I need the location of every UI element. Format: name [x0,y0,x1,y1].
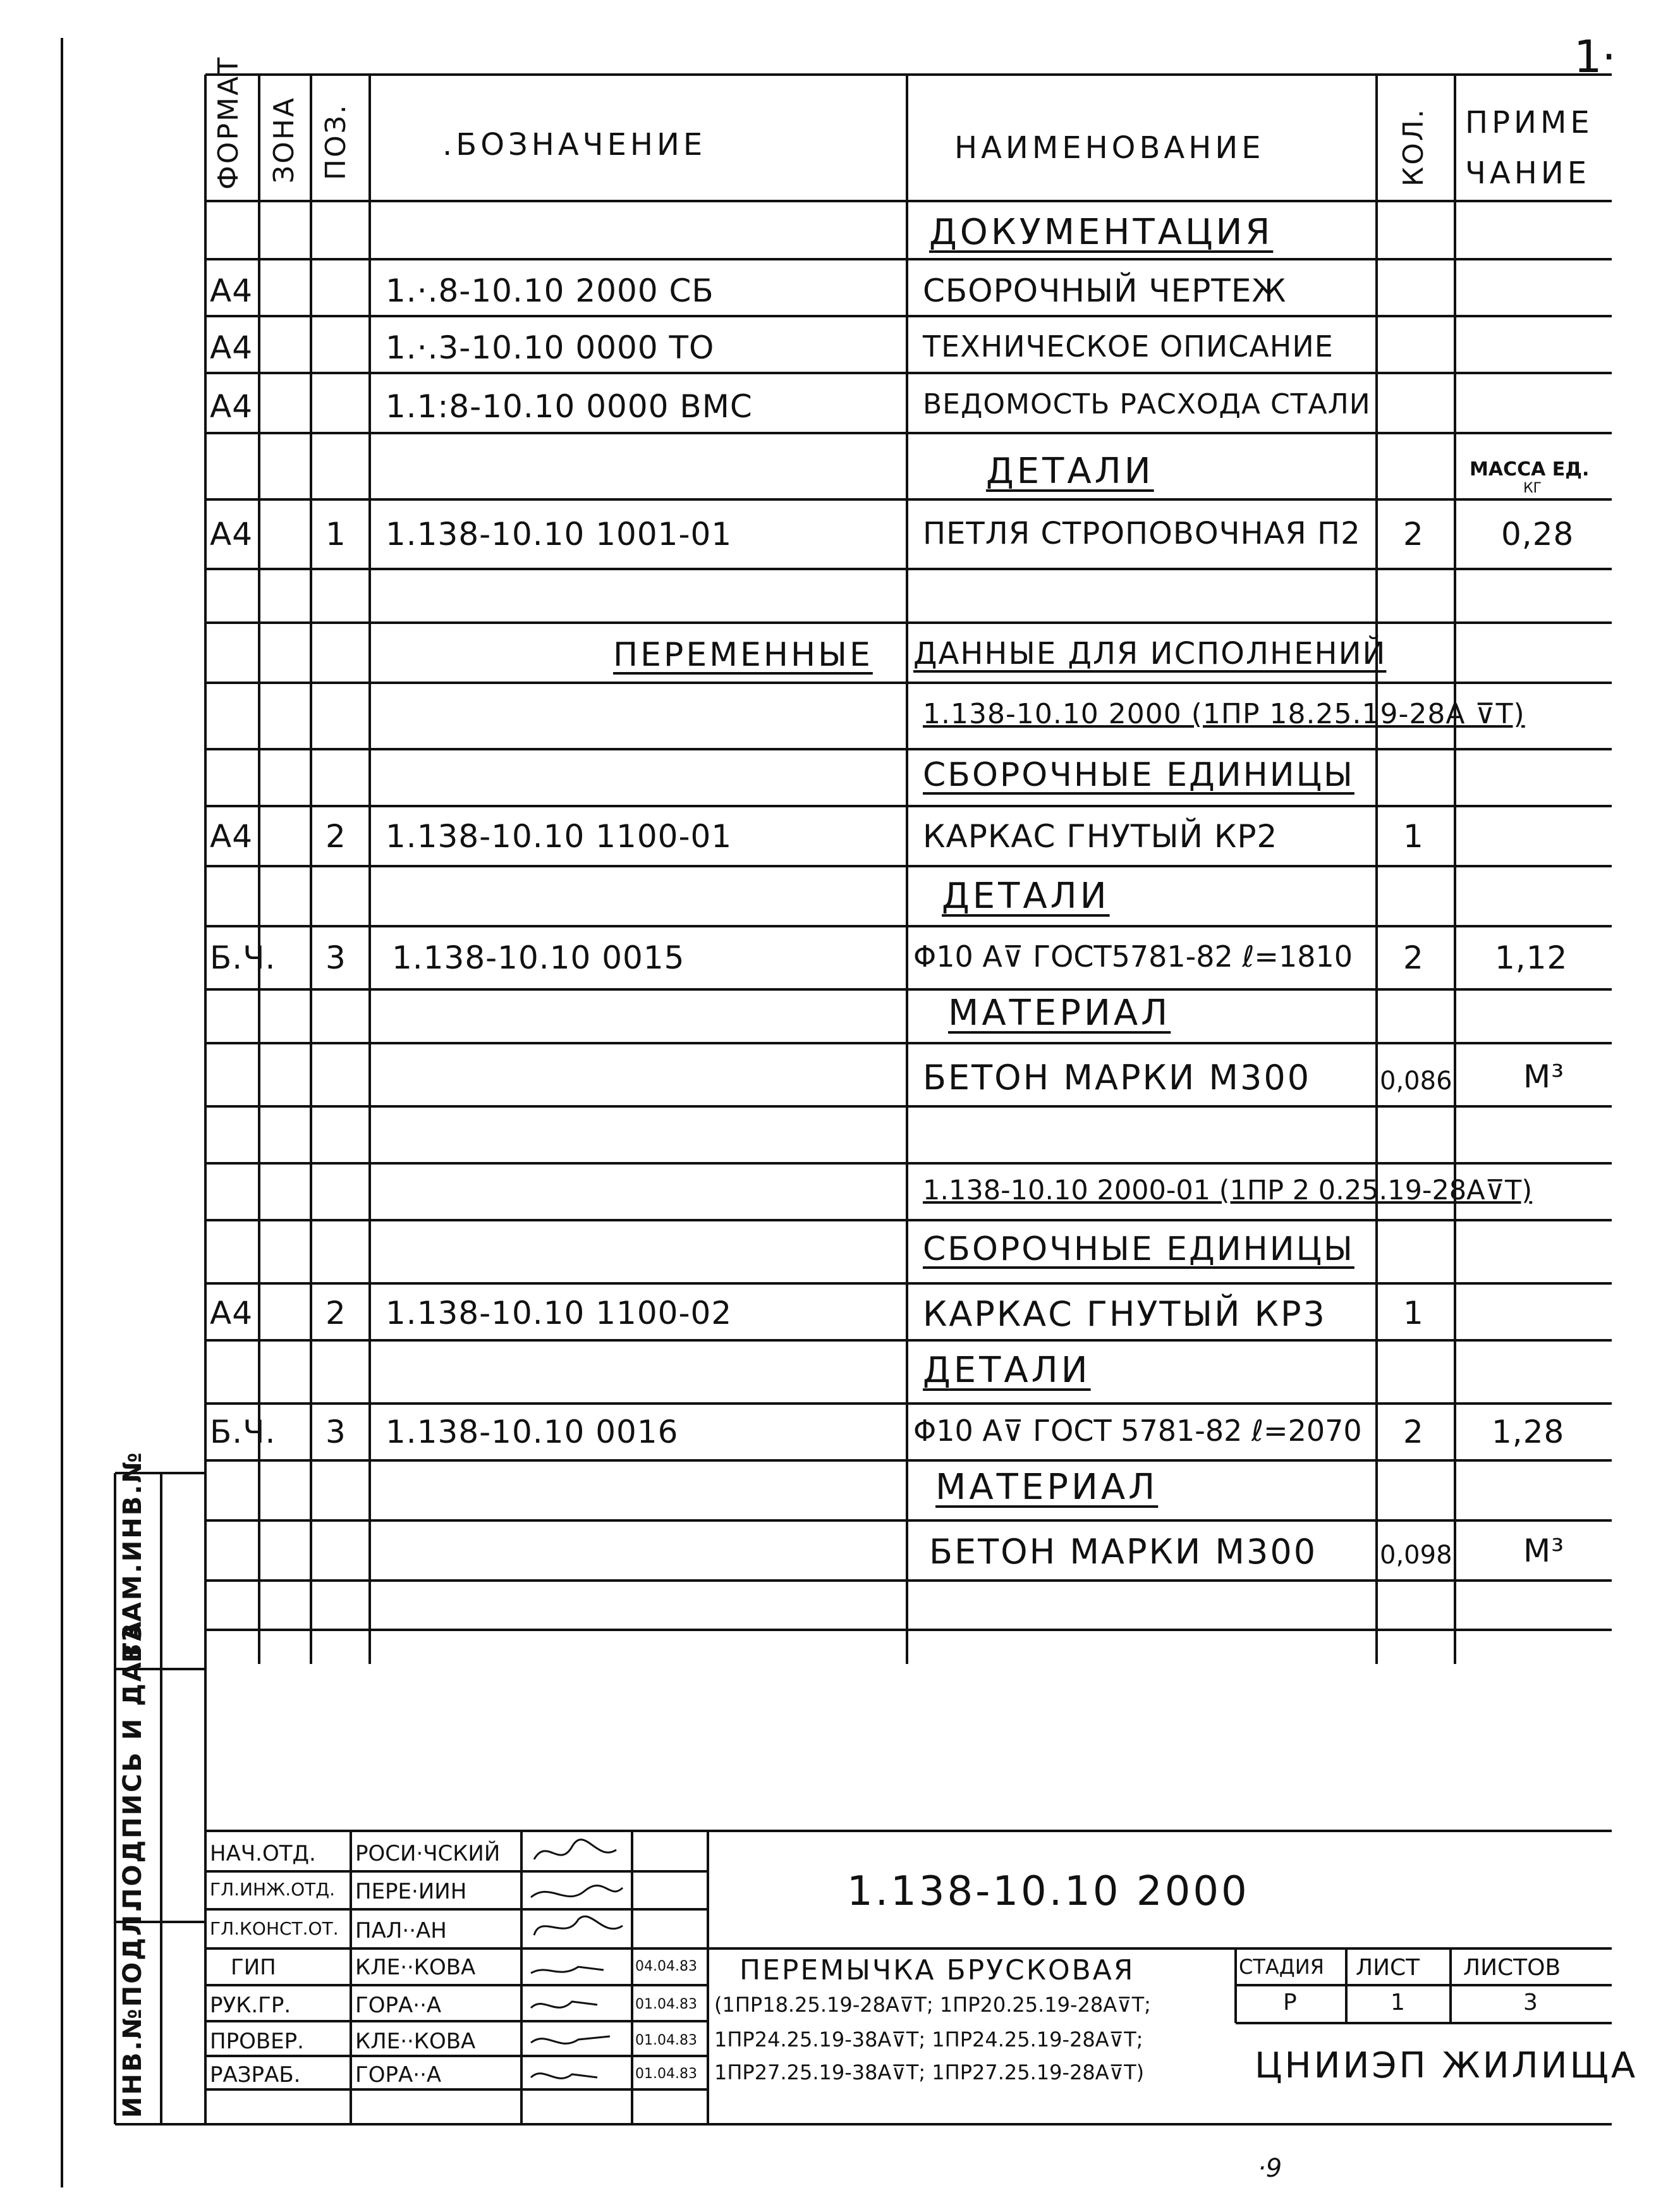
name-5: ГОРА··А [355,1993,442,2018]
product-title: ПЕРЕМЫЧКА БРУСКОВАЯ [740,1954,1135,1986]
row19-pos: 2 [326,1295,346,1331]
signature-date-label: ПОДПИСЬ И ДАТА [118,1619,147,1909]
signatures-column [521,1831,632,2124]
name-7: ГОРА··А [355,2062,442,2088]
row6-note: 0,28 [1501,516,1574,553]
header-qty: КОЛ. [1397,107,1430,187]
row11-pos: 2 [326,818,346,855]
row23-note: М³ [1523,1532,1565,1569]
section-material-1: МАТЕРИАЛ [948,993,1171,1034]
row13-qty: 2 [1403,939,1424,976]
replaced-inv-label: ВЗАМ.ИНВ.№ [118,1450,147,1663]
corner-page-mark: 1· [1574,31,1616,83]
row23-qty: 0,098 [1380,1541,1452,1570]
stage-label: СТАДИЯ [1239,1955,1324,1979]
sheet-value: 1 [1391,1990,1405,2015]
row21-pos: 3 [326,1414,346,1450]
sheets-label: ЛИСТОВ [1463,1955,1561,1981]
row15-name: БЕТОН МАРКИ М300 [923,1058,1312,1098]
signature-5 [531,2002,597,2008]
organization-name: ЦНИИЭП ЖИЛИЩА [1255,2045,1638,2086]
signature-1 [534,1840,616,1859]
date-6: 01.04.83 [635,2033,697,2048]
signature-6 [531,2036,610,2043]
section-details-2: ДЕТАЛИ [942,876,1110,917]
role-3: ГЛ.КОНСТ.ОТ. [210,1918,339,1939]
row19-name: КАРКАС ГНУТЫЙ КР3 [923,1294,1327,1334]
row21-name: Φ10 А⊽ ГОСТ 5781-82 ℓ=2070 [913,1414,1362,1448]
row15-note: М³ [1523,1058,1565,1095]
header-format: ФОРМАТ [212,56,245,190]
row13-pos: 3 [326,939,346,976]
row21-note: 1,28 [1492,1414,1565,1450]
header-name: НАИМЕНОВАНИЕ [954,130,1265,166]
section-material-2: МАТЕРИАЛ [935,1467,1159,1508]
footer-mark: ·9 [1258,2154,1282,2183]
role-4: ГИП [231,1955,276,1980]
row13-format: Б.Ч. [210,939,276,976]
name-2: ПЕРЕ·ИИН [355,1879,467,1904]
date-4: 04.04.83 [635,1959,697,1974]
row19-format: А4 [210,1295,253,1331]
product-variants-3: 1ПР27.25.19-38А⊽Т; 1ПР27.25.19-28А⊽Т) [714,2060,1145,2084]
variant-1-designation: 1.138-10.10 2000 (1ПР 18.25.19-28А ⊽Т) [923,698,1525,730]
header-designation: .БОЗНАЧЕНИЕ [442,127,707,162]
name-1: РОСИ·ЧСКИЙ [355,1841,501,1866]
role-1: НАЧ.ОТД. [210,1841,316,1866]
row11-format: А4 [210,818,253,855]
header-zone: ЗОНА [268,95,300,183]
row11-qty: 1 [1403,818,1424,855]
row4-format: А4 [210,388,253,425]
role-7: РАЗРАБ. [210,2062,301,2088]
row13-name: Φ10 А⊽ ГОСТ5781-82 ℓ=1810 [913,939,1353,974]
row6-format: А4 [210,516,253,553]
row13-note: 1,12 [1495,939,1568,976]
row6-pos: 1 [326,516,346,553]
row19-qty: 1 [1403,1295,1424,1331]
signature-7 [531,2074,597,2079]
inv-number-label: ИНВ.№ПОДЛ. [118,1901,147,2118]
signature-2 [531,1885,623,1897]
header-note-line2: ЧАНИЕ [1465,156,1591,191]
name-4: КЛЕ··КОВА [355,1955,476,1980]
header-note-line1: ПРИМЕ [1465,105,1593,140]
section-documentation: ДОКУМЕНТАЦИЯ [929,212,1274,253]
mass-unit-label: МАССА ЕД. [1470,458,1590,480]
name-3: ПАЛ··АН [355,1918,447,1943]
variant-2-designation: 1.138-10.10 2000-01 (1ПР 2 0.25.19-28А⊽Т) [923,1175,1533,1206]
section-details-1: ДЕТАЛИ [986,451,1154,492]
row3-designation: 1.·.3-10.10 0000 ТО [386,329,715,366]
section-assembly-units-2: СБОРОЧНЫЕ ЕДИНИЦЫ [923,1230,1354,1268]
stage-value: Р [1283,1990,1297,2015]
date-5: 01.04.83 [635,1997,697,2012]
date-7: 01.04.83 [635,2066,697,2082]
document-code: 1.138-10.10 2000 [847,1868,1250,1915]
role-2: ГЛ.ИНЖ.ОТД. [210,1879,336,1900]
row4-designation: 1.1:8-10.10 0000 ВМС [386,388,753,425]
row3-format: А4 [210,329,253,366]
row4-name: ВЕДОМОСТЬ РАСХОДА СТАЛИ [923,388,1371,420]
row21-designation: 1.138-10.10 0016 [386,1414,679,1450]
row21-qty: 2 [1403,1414,1424,1450]
header-pos: ПОЗ. [320,103,352,180]
role-6: ПРОВЕР. [210,2029,304,2054]
row2-designation: 1.·.8-10.10 2000 СБ [386,272,714,309]
row15-qty: 0,086 [1380,1067,1452,1096]
section-details-3: ДЕТАЛИ [923,1350,1091,1391]
name-6: КЛЕ··КОВА [355,2029,476,2054]
mass-unit-kg: КГ [1523,480,1542,496]
sheet-label: ЛИСТ [1356,1955,1420,1981]
section-assembly-units-1: СБОРОЧНЫЕ ЕДИНИЦЫ [923,756,1354,794]
row2-format: А4 [210,272,253,309]
signature-3 [534,1916,623,1935]
row3-name: ТЕХНИЧЕСКОЕ ОПИСАНИЕ [923,329,1334,364]
row23-name: БЕТОН МАРКИ М300 [929,1532,1318,1572]
row6-designation: 1.138-10.10 1001-01 [386,516,733,553]
row11-name: КАРКАС ГНУТЫЙ КР2 [923,818,1278,855]
product-variants-1: (1ПР18.25.19-28А⊽Т; 1ПР20.25.19-28А⊽Т; [714,1993,1151,2017]
variable-data-label-left: ПЕРЕМЕННЫЕ [613,636,873,674]
row19-designation: 1.138-10.10 1100-02 [386,1295,733,1331]
signature-4 [531,1967,604,1973]
row6-qty: 2 [1403,516,1424,553]
row6-name: ПЕТЛЯ СТРОПОВОЧНАЯ П2 [923,516,1361,551]
row13-designation: 1.138-10.10 0015 [392,939,685,976]
row21-format: Б.Ч. [210,1414,276,1450]
sheets-value: 3 [1523,1990,1538,2015]
role-5: РУК.ГР. [210,1993,291,2018]
row11-designation: 1.138-10.10 1100-01 [386,818,733,855]
row2-name: СБОРОЧНЫЙ ЧЕРТЕЖ [923,272,1287,309]
variable-data-label-right: ДАННЫЕ ДЛЯ ИСПОЛНЕНИЙ [913,636,1387,671]
product-variants-2: 1ПР24.25.19-38А⊽Т; 1ПР24.25.19-28А⊽Т; [714,2028,1143,2052]
